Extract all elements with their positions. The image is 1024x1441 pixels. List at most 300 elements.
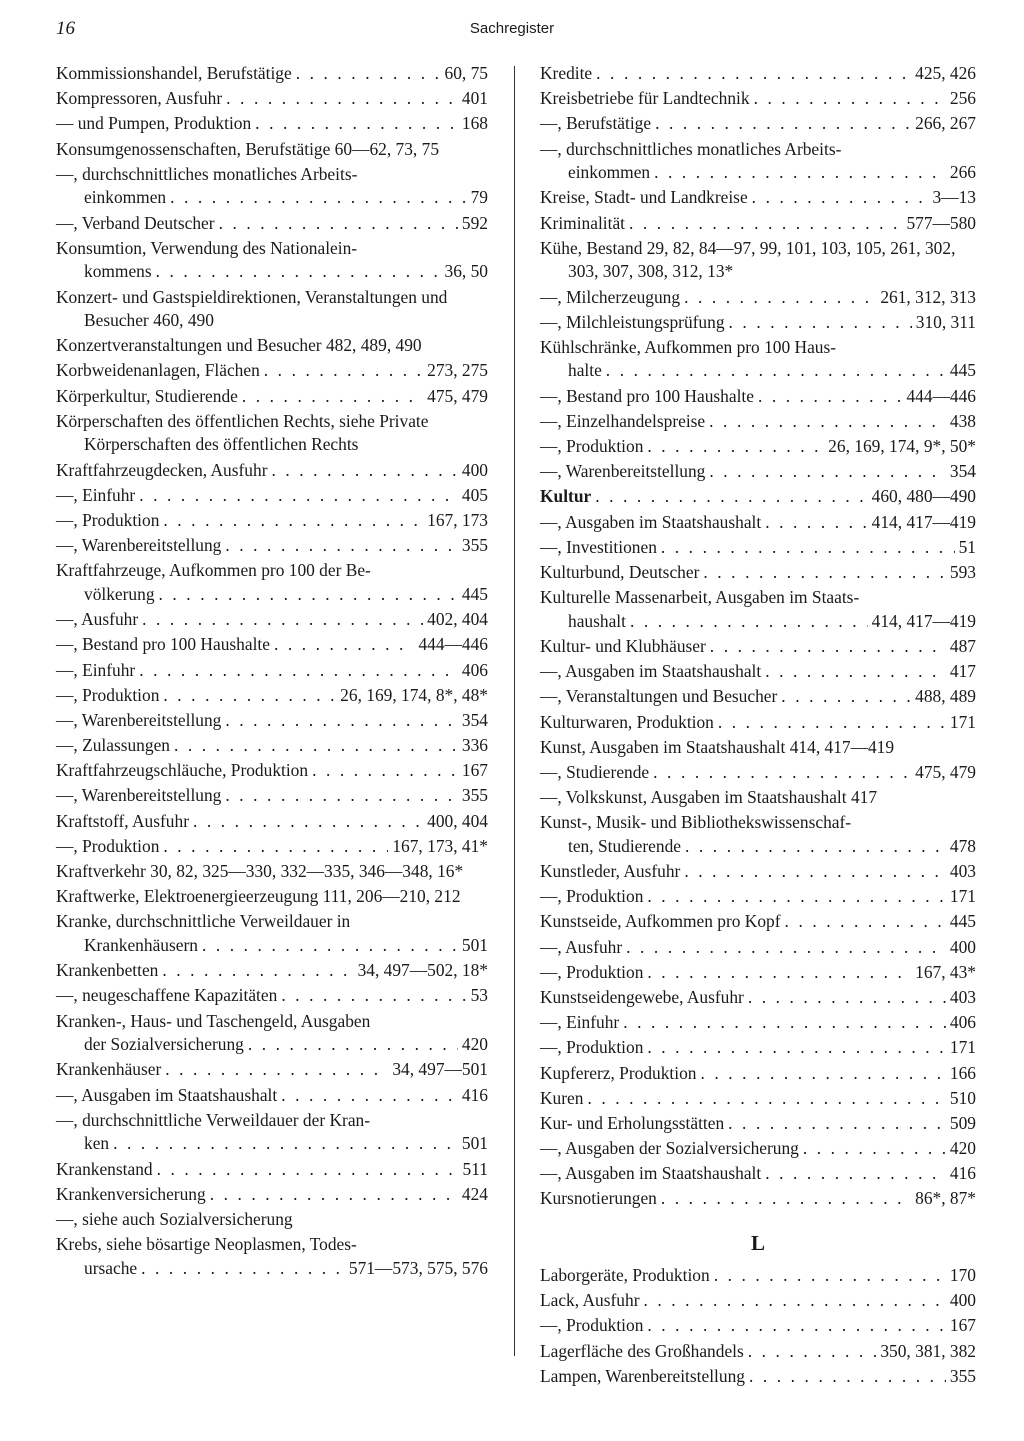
leader-dots bbox=[661, 536, 955, 560]
index-entry-term: Konzert- und Gastspieldirektionen, Veranstaltungen und Besucher bbox=[56, 286, 448, 331]
index-entry bbox=[540, 1011, 976, 1035]
index-entry-pages: 509 bbox=[949, 1112, 976, 1133]
index-entry-term: Lampen, Warenbereitstellung bbox=[540, 1365, 745, 1386]
index-entry-term: —, Milchleistungsprüfung bbox=[540, 311, 725, 332]
index-entry bbox=[540, 1340, 976, 1364]
index-entry bbox=[540, 410, 976, 434]
index-entry bbox=[540, 786, 976, 810]
index-entry-pages: 168 bbox=[461, 113, 488, 134]
index-entry bbox=[540, 1112, 976, 1136]
index-entry-term: Kraftfahrzeuge, Aufkommen pro 100 der Be- bbox=[56, 560, 371, 581]
index-entry-pages: 336 bbox=[461, 735, 488, 756]
leader-dots bbox=[752, 186, 929, 210]
index-entry-pages: 460, 480—490 bbox=[871, 486, 976, 507]
index-entry-term: Kraftverkehr 30, 82, 325—330, 332—335, 346—348, 16* bbox=[56, 861, 464, 882]
index-entry-term: —, Produktion bbox=[540, 886, 644, 907]
index-entry-term: Lack, Ausfuhr bbox=[540, 1290, 640, 1311]
index-entry-continuation bbox=[84, 260, 488, 284]
index-entry-pages: 444—446 bbox=[418, 634, 488, 655]
index-entry-pages: 420 bbox=[949, 1138, 976, 1159]
leader-dots bbox=[709, 410, 946, 434]
index-entry-pages: 416 bbox=[949, 1163, 976, 1184]
index-entry-term: —, Ausgaben im Staatshaushalt bbox=[540, 1163, 762, 1184]
index-entry-pages: 478 bbox=[949, 835, 976, 856]
index-entry-term: —, Verband Deutscher bbox=[56, 212, 215, 233]
index-entry bbox=[56, 163, 488, 210]
index-entry-term: —, durchschnittliches monatliches Arbeits- bbox=[56, 163, 358, 184]
index-entry-pages: 167 bbox=[461, 760, 488, 781]
index-entry bbox=[540, 485, 976, 509]
index-entry bbox=[56, 87, 488, 111]
index-entry bbox=[540, 1314, 976, 1338]
index-entry bbox=[540, 1062, 976, 1086]
index-entry-pages: 36, 50 bbox=[444, 261, 488, 282]
index-entry bbox=[56, 984, 488, 1008]
index-entry-term: Kraftwerke, Elektroenergieerzeugung 111, 206—210, 212 bbox=[56, 886, 461, 907]
index-entry-term: —, Einfuhr bbox=[56, 659, 136, 680]
index-entry-term: —, Ausgaben im Staatshaushalt bbox=[56, 1084, 278, 1105]
index-entry-pages: 501 bbox=[461, 935, 488, 955]
index-entry bbox=[540, 1087, 976, 1111]
index-entry bbox=[56, 62, 488, 86]
leader-dots bbox=[644, 1289, 946, 1313]
page-number: 16 bbox=[56, 18, 75, 39]
index-entry bbox=[540, 385, 976, 409]
index-entry-term: —, Einfuhr bbox=[56, 484, 136, 505]
index-entry bbox=[540, 1187, 976, 1211]
index-entry-continuation bbox=[568, 835, 976, 859]
index-entry-term: Kulturelle Massenarbeit, Ausgaben im Staats- bbox=[540, 587, 860, 608]
index-entry-pages: 167, 43* bbox=[915, 961, 976, 982]
leader-dots bbox=[749, 1365, 946, 1389]
leader-dots bbox=[165, 1058, 388, 1082]
index-entry bbox=[540, 336, 976, 383]
index-entry-term: Konsumgenossenschaften, Berufstätige 60—62, 73, 75 bbox=[56, 138, 440, 159]
index-entry-continuation bbox=[568, 161, 976, 185]
index-entry-pages: 438 bbox=[949, 410, 976, 431]
index-entry-pages: 34, 497—502, 18* bbox=[357, 960, 488, 981]
index-entry-term: —, Produktion bbox=[540, 436, 644, 457]
leader-dots bbox=[170, 186, 467, 210]
index-entry bbox=[56, 860, 488, 884]
leader-dots bbox=[684, 286, 876, 310]
leader-dots bbox=[202, 934, 458, 958]
index-entry-term-cont: der Sozialversicherung bbox=[84, 1034, 244, 1055]
index-entry-term: —, durchschnittliches monatliches Arbeits- bbox=[540, 138, 842, 159]
column-divider bbox=[514, 66, 515, 1356]
index-entry-term: Kompressoren, Ausfuhr bbox=[56, 88, 223, 109]
index-entry-pages: 355 bbox=[461, 535, 488, 556]
index-entry-term: Kreisbetriebe für Landtechnik bbox=[540, 88, 750, 109]
leader-dots bbox=[255, 112, 458, 136]
index-entry-pages: 261, 312, 313 bbox=[880, 286, 976, 307]
index-entry bbox=[540, 660, 976, 684]
leader-dots bbox=[710, 635, 946, 659]
leader-dots bbox=[264, 359, 423, 383]
index-entry-term: —, Produktion bbox=[56, 510, 160, 530]
index-entry-term: —, Einzelhandelspreise bbox=[540, 410, 706, 431]
leader-dots bbox=[661, 1187, 911, 1211]
index-entry-pages: 475, 479 bbox=[427, 385, 488, 406]
index-entry-term: Kredite bbox=[540, 63, 593, 83]
leader-dots bbox=[653, 761, 911, 785]
leader-dots bbox=[157, 1158, 459, 1182]
index-entry bbox=[540, 138, 976, 185]
leader-dots bbox=[748, 1340, 877, 1364]
index-entry-term: —, Zulassungen bbox=[56, 735, 170, 756]
leader-dots bbox=[242, 385, 423, 409]
leader-dots bbox=[700, 1062, 945, 1086]
index-entry-pages: 171 bbox=[949, 886, 976, 907]
index-entry-pages: 511 bbox=[462, 1158, 488, 1179]
index-entry-pages: 420 bbox=[461, 1034, 488, 1055]
index-entry-pages: 266 bbox=[949, 162, 976, 183]
leader-dots bbox=[626, 936, 946, 960]
index-entry bbox=[540, 460, 976, 484]
index-entry bbox=[540, 910, 976, 934]
index-entry-term: Kunstseidengewebe, Ausfuhr bbox=[540, 986, 744, 1007]
leader-dots bbox=[248, 1033, 458, 1057]
index-entry-term: Kommissionshandel, Berufstätige bbox=[56, 63, 292, 83]
index-entry-term: Kühlschränke, Aufkommen pro 100 Haus- bbox=[540, 336, 837, 357]
index-entry-term: Krankenbetten bbox=[56, 960, 159, 981]
index-entry bbox=[56, 784, 488, 808]
index-entry-term: Kursnotierungen bbox=[540, 1188, 657, 1209]
index-entry-continuation bbox=[84, 583, 488, 607]
index-entry-term: Krankenhäuser bbox=[56, 1059, 162, 1080]
index-entry-term: Kulturbund, Deutscher bbox=[540, 561, 700, 582]
index-entry-term: Korbweidenanlagen, Flächen bbox=[56, 360, 260, 381]
index-entry-continuation bbox=[568, 610, 976, 634]
index-entry bbox=[56, 212, 488, 236]
index-entry-term: Kunst, Ausgaben im Staatshaushalt 414, 417—419 bbox=[540, 736, 895, 757]
index-entry bbox=[56, 608, 488, 632]
leader-dots bbox=[174, 734, 458, 758]
index-entry-pages: 444—446 bbox=[906, 385, 976, 406]
index-entry-pages: 406 bbox=[461, 659, 488, 680]
index-entry-pages: 51 bbox=[958, 536, 976, 557]
index-entry bbox=[540, 885, 976, 909]
leader-dots bbox=[718, 711, 946, 735]
index-entry-term: Kunst-, Musik- und Bibliothekswissenschaf- bbox=[540, 812, 852, 833]
leader-dots bbox=[655, 112, 911, 136]
index-entry bbox=[540, 736, 976, 760]
leader-dots bbox=[272, 459, 458, 483]
index-entry bbox=[56, 659, 488, 683]
leader-dots bbox=[647, 435, 824, 459]
leader-dots bbox=[623, 1011, 946, 1035]
index-entry-pages: 577—580 bbox=[906, 212, 976, 233]
index-entry-term-cont: einkommen bbox=[568, 162, 651, 183]
leader-dots bbox=[654, 161, 946, 185]
index-entry-pages: 53 bbox=[470, 985, 488, 1006]
index-entry-term: —, Volkskunst, Ausgaben im Staatshaushalt 417 bbox=[540, 787, 878, 808]
leader-dots bbox=[156, 260, 441, 284]
index-entry-term: —, Studierende bbox=[540, 761, 650, 782]
index-entry bbox=[540, 511, 976, 535]
leader-dots bbox=[596, 62, 911, 86]
index-entry-pages: 445 bbox=[461, 583, 488, 604]
index-entry bbox=[56, 684, 488, 708]
index-entry-pages: 266, 267 bbox=[915, 113, 976, 134]
index-entry bbox=[56, 1208, 488, 1232]
index-entry bbox=[56, 709, 488, 733]
index-entry-pages: 445 bbox=[949, 911, 976, 932]
leader-dots bbox=[630, 610, 868, 634]
leader-dots bbox=[729, 311, 912, 335]
index-entry-term: Körperschaften des öffentlichen Rechts, siehe Private Körperschaften des öffentlichen Rechts bbox=[56, 410, 429, 455]
leader-dots bbox=[647, 1036, 946, 1060]
index-entry-term: Kur- und Erholungsstätten bbox=[540, 1112, 725, 1133]
index-entry-term: —, Produktion bbox=[56, 835, 160, 856]
index-entry bbox=[56, 810, 488, 834]
index-entry bbox=[56, 237, 488, 284]
index-entry-continuation bbox=[568, 359, 976, 383]
index-entry-pages: 273, 275 bbox=[427, 360, 488, 381]
leader-dots bbox=[703, 561, 946, 585]
index-entry-pages: 26, 169, 174, 8*, 48* bbox=[340, 684, 488, 705]
index-entry bbox=[56, 459, 488, 483]
index-entry-pages: 403 bbox=[949, 861, 976, 882]
index-entry bbox=[56, 734, 488, 758]
index-entry bbox=[56, 534, 488, 558]
index-entry-term: —, Warenbereitstellung bbox=[56, 709, 222, 730]
index-entry-term-cont: halte bbox=[568, 360, 602, 381]
index-entry-pages: 510 bbox=[949, 1087, 976, 1108]
index-entry-term: Laborgeräte, Produktion bbox=[540, 1265, 710, 1286]
index-entry bbox=[56, 959, 488, 983]
running-head: Sachregister bbox=[469, 20, 555, 37]
index-entry-pages: 571—573, 575, 576 bbox=[348, 1257, 488, 1278]
index-entry-term-cont: ursache bbox=[84, 1257, 138, 1278]
index-entry-pages: 487 bbox=[949, 635, 976, 656]
leader-dots bbox=[225, 709, 458, 733]
index-entry bbox=[540, 1289, 976, 1313]
index-entry bbox=[540, 635, 976, 659]
index-column-left bbox=[56, 62, 488, 1282]
index-entry-term: —, Ausgaben der Sozialversicherung bbox=[540, 1138, 799, 1159]
index-entry-pages: 593 bbox=[949, 561, 976, 582]
index-entry-pages: 167, 173, 41* bbox=[392, 835, 488, 856]
index-entry-term: Krankenversicherung bbox=[56, 1183, 206, 1204]
index-entry-pages: 60, 75 bbox=[444, 63, 488, 83]
index-entry-term: Kupfererz, Produktion bbox=[540, 1062, 697, 1083]
index-entry-pages: 256 bbox=[949, 88, 976, 109]
leader-dots bbox=[312, 759, 458, 783]
leader-dots bbox=[225, 784, 458, 808]
leader-dots bbox=[281, 984, 466, 1008]
leader-dots bbox=[748, 986, 946, 1010]
leader-dots bbox=[714, 1264, 946, 1288]
index-entry-pages: 401 bbox=[461, 88, 488, 109]
index-entry-pages: 171 bbox=[949, 711, 976, 732]
index-entry-term: — und Pumpen, Produktion bbox=[56, 113, 252, 134]
index-entry-term: —, Warenbereitstellung bbox=[56, 785, 222, 806]
index-entry bbox=[540, 1162, 976, 1186]
index-entry bbox=[540, 811, 976, 858]
index-entry-term: —, Ausfuhr bbox=[56, 609, 139, 630]
index-entry bbox=[56, 1058, 488, 1082]
index-entry-pages: 488, 489 bbox=[915, 686, 976, 707]
index-entry bbox=[56, 385, 488, 409]
index-entry bbox=[540, 1137, 976, 1161]
index-entry-term-cont: kommens bbox=[84, 261, 152, 282]
index-entry bbox=[56, 112, 488, 136]
index-entry-pages: 354 bbox=[461, 709, 488, 730]
index-entry-pages: 501 bbox=[461, 1133, 488, 1154]
leader-dots bbox=[709, 460, 946, 484]
leader-dots bbox=[647, 885, 946, 909]
index-entry bbox=[540, 311, 976, 335]
leader-dots bbox=[803, 1137, 946, 1161]
index-entry-pages: 414, 417—419 bbox=[871, 511, 976, 532]
index-entry bbox=[540, 761, 976, 785]
index-entry bbox=[56, 1158, 488, 1182]
index-entry-pages: 460, 490 bbox=[153, 310, 214, 331]
leader-dots bbox=[587, 1087, 945, 1111]
index-entry-term: Krebs, siehe bösartige Neoplasmen, Todes- bbox=[56, 1234, 357, 1255]
index-entry bbox=[56, 759, 488, 783]
index-entry-term: Kultur bbox=[540, 486, 592, 507]
index-entry-pages: 400 bbox=[461, 459, 488, 480]
index-entry-pages: 406 bbox=[949, 1012, 976, 1033]
index-entry-term: —, Produktion bbox=[56, 684, 160, 705]
index-entry-term: —, Veranstaltungen und Besucher bbox=[540, 686, 778, 707]
index-entry-term: —, siehe auch Sozialversicherung bbox=[56, 1208, 293, 1229]
leader-dots bbox=[139, 659, 458, 683]
index-entry-term: Lagerfläche des Großhandels bbox=[540, 1340, 744, 1361]
leader-dots bbox=[274, 633, 414, 657]
index-entry bbox=[540, 112, 976, 136]
index-entry bbox=[540, 1264, 976, 1288]
index-entry-term: —, Warenbereitstellung bbox=[56, 535, 222, 556]
index-entry-term: Konzertveranstaltungen und Besucher 482, 489, 490 bbox=[56, 335, 422, 356]
index-entry-term: —, Berufstätige bbox=[540, 113, 652, 134]
leader-dots bbox=[595, 485, 867, 509]
index-entry-term: —, Einfuhr bbox=[540, 1012, 620, 1033]
leader-dots bbox=[142, 608, 423, 632]
index-entry-term: Krankenstand bbox=[56, 1158, 153, 1179]
index-entry-pages: 167, 173 bbox=[427, 510, 488, 530]
index-entry-term: —, Produktion bbox=[540, 1315, 644, 1336]
index-entry bbox=[56, 835, 488, 859]
index-entry bbox=[540, 561, 976, 585]
index-entry bbox=[540, 860, 976, 884]
index-entry-term-cont: haushalt bbox=[568, 610, 626, 631]
leader-dots bbox=[159, 583, 458, 607]
index-entry-pages: 416 bbox=[461, 1084, 488, 1105]
index-entry bbox=[540, 961, 976, 985]
index-entry bbox=[56, 334, 488, 358]
index-entry-pages: 350, 381, 382 bbox=[880, 1340, 976, 1361]
index-entry-pages: 26, 169, 174, 9*, 50* bbox=[828, 436, 976, 457]
leader-dots bbox=[728, 1112, 946, 1136]
index-entry bbox=[540, 212, 976, 236]
index-entry-term: Kranke, durchschnittliche Verweildauer in bbox=[56, 911, 351, 932]
index-entry-term: —, Bestand pro 100 Haushalte bbox=[56, 634, 270, 655]
index-entry-term: Kultur- und Klubhäuser bbox=[540, 635, 706, 656]
leader-dots bbox=[226, 87, 458, 111]
index-entry-term: —, Warenbereitstellung bbox=[540, 461, 706, 482]
leader-dots bbox=[141, 1257, 345, 1281]
leader-dots bbox=[163, 835, 388, 859]
index-entry-pages: 355 bbox=[461, 785, 488, 806]
index-entry bbox=[56, 359, 488, 383]
index-entry bbox=[56, 509, 488, 533]
index-entry-pages: 170 bbox=[949, 1265, 976, 1286]
index-entry-pages: 424 bbox=[461, 1183, 488, 1204]
index-entry-pages: 405 bbox=[461, 484, 488, 505]
index-entry-term-cont: ten, Studierende bbox=[568, 835, 682, 856]
index-entry-pages: 400 bbox=[949, 1290, 976, 1311]
index-entry-pages: 171 bbox=[949, 1037, 976, 1058]
index-entry-term: Kulturwaren, Produktion bbox=[540, 711, 714, 732]
index-entry bbox=[540, 62, 976, 86]
index-column-right bbox=[540, 62, 976, 1390]
index-entry-term-cont: Krankenhäusern bbox=[84, 935, 198, 955]
index-entry-pages: 425, 426 bbox=[915, 63, 976, 83]
index-entry-term: Kunstleder, Ausfuhr bbox=[540, 861, 681, 882]
index-entry-pages: 34, 497—501 bbox=[392, 1059, 488, 1080]
leader-dots bbox=[210, 1183, 458, 1207]
index-entry-continuation bbox=[84, 934, 488, 958]
index-entry-term: Kriminalität bbox=[540, 212, 626, 233]
index-entry bbox=[56, 1233, 488, 1280]
leader-dots bbox=[281, 1084, 458, 1108]
index-entry bbox=[540, 87, 976, 111]
index-entry-term: —, Produktion bbox=[540, 961, 644, 982]
index-entry-pages: 403 bbox=[949, 986, 976, 1007]
index-entry-term: Konsumtion, Verwendung des Nationalein- bbox=[56, 237, 358, 258]
index-entry-term: —, Milcherzeugung bbox=[540, 286, 681, 307]
index-entry-term: Kranken-, Haus- und Taschengeld, Ausgaben bbox=[56, 1010, 371, 1031]
index-entry bbox=[540, 536, 976, 560]
index-entry bbox=[540, 986, 976, 1010]
leader-dots bbox=[629, 212, 902, 236]
index-entry-pages: 167 bbox=[949, 1315, 976, 1336]
index-entry bbox=[540, 186, 976, 210]
index-entry bbox=[56, 484, 488, 508]
index-entry-continuation bbox=[84, 1257, 488, 1281]
index-entry-term: —, Bestand pro 100 Haushalte bbox=[540, 385, 754, 406]
index-entry bbox=[56, 910, 488, 957]
index-entry bbox=[56, 559, 488, 606]
section-letter: L bbox=[750, 1231, 765, 1256]
index-entry-term: —, neugeschaffene Kapazitäten bbox=[56, 985, 278, 1006]
index-entry bbox=[56, 633, 488, 657]
leader-dots bbox=[163, 509, 423, 533]
index-entry-term: —, Investitionen bbox=[540, 536, 657, 557]
leader-dots bbox=[647, 1314, 946, 1338]
index-entry-pages: 475, 479 bbox=[915, 761, 976, 782]
leader-dots bbox=[162, 959, 353, 983]
leader-dots bbox=[647, 961, 911, 985]
leader-dots bbox=[765, 511, 867, 535]
index-entry bbox=[56, 286, 488, 333]
index-entry-pages: 400 bbox=[949, 936, 976, 957]
index-entry-term: —, durchschnittliche Verweildauer der Kran- bbox=[56, 1109, 371, 1130]
index-entry-term: Kuren bbox=[540, 1087, 584, 1108]
index-entry-pages: 3—13 bbox=[932, 187, 976, 208]
index-entry bbox=[540, 586, 976, 633]
index-entry-term: Kreise, Stadt- und Landkreise bbox=[540, 187, 748, 208]
index-entry-pages: 402, 404 bbox=[427, 609, 488, 630]
index-entry-pages: 355 bbox=[949, 1365, 976, 1386]
index-entry-pages: 354 bbox=[949, 461, 976, 482]
index-entry bbox=[540, 435, 976, 459]
index-entry-term: Kraftfahrzeugdecken, Ausfuhr bbox=[56, 459, 268, 480]
index-entry-pages: 414, 417—419 bbox=[871, 610, 976, 631]
